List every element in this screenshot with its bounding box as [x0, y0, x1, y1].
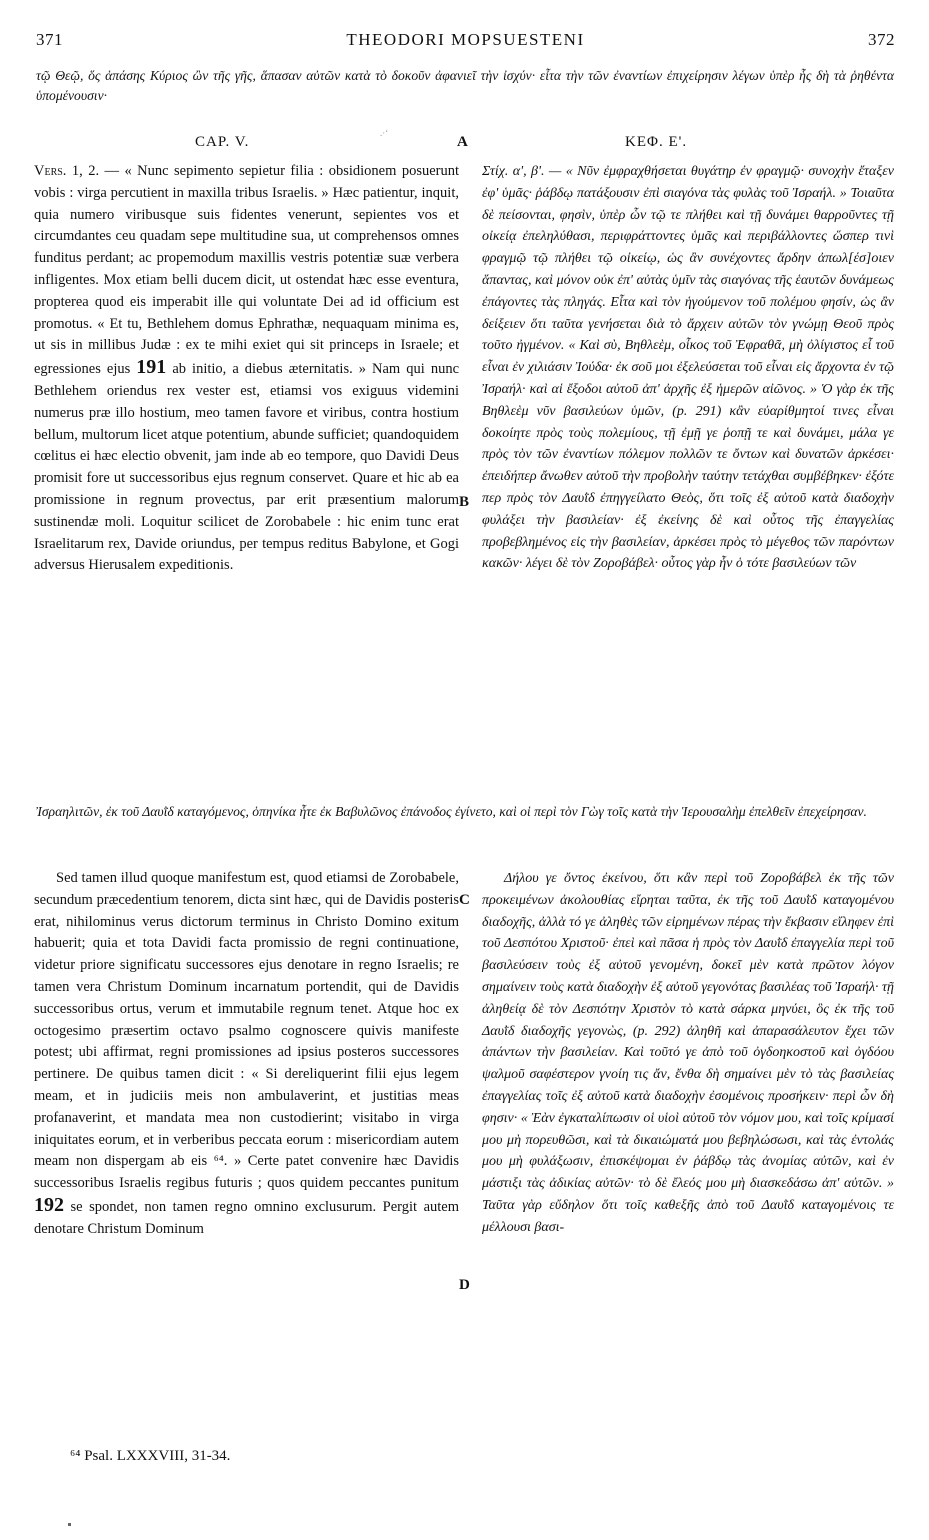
decorative-mark: .·ʻ [380, 128, 389, 138]
margin-marker-d: D [459, 1277, 470, 1293]
margin-marker-c: C [459, 892, 470, 908]
latin-paragraph-2 [34, 868, 459, 1241]
footnote: ⁶⁴ Psal. LXXXVIII, 31-34. [70, 1448, 231, 1464]
latin-text-part-a: — « Nunc sepimento sepietur filia : obsidionem posuerunt vobis : virga percutient in maxilla tribus Israelis. » Hæc patientur, inquit, quia numero viribusque suis fidentes venerunt, sepientes vos et circumdantes ceu quadam sepe multitudine sua, ut comprehensos omnes funditus perdant; ac propemodum maxillis vestris potentiæ suæ verbera infligentes. Mox etiam belli ducem dicit, ut ostendat hæc esse eventura, propterea quod eis imperabit ille qui voluntate Dei ad id officium est promotus. « Et tu, Bethlehem domus Ephrathæ, nequaquam minima es, ut sis in millibus Judæ : ex te mihi exiet qui sit princeps in Israele; et egressiones ejus [34, 163, 460, 378]
column-number-right: 372 [868, 30, 895, 49]
column-number-left: 371 [36, 30, 63, 49]
full-width-greek-continuation: Ἰσραηλιτῶν, ἐκ τοῦ Δαυῒδ καταγόμενος, ὁπηνίκα ἦτε ἐκ Βαβυλῶνος ἐπάνοδος ἐγίνετο, καὶ οἱ περὶ τὸν Γὼγ τοῖς κατὰ τὴν Ἱερουσαλὴμ ἐπελθεῖν ἐπεχείρησαν. [36, 804, 867, 819]
top-greek-text: τῷ Θεῷ, ὅς ἁπάσης Κύριος ὢν τῆς γῆς, ἅπασαν αὐτῶν κατὰ τὸ δοκοῦν ἀφανιεῖ τὴν ἰσχύν· εἶτα τὴν τῶν ἐναντίων ἐπιχείρησιν λέγων ὑπὲρ ἧς δὴ τὰ ῥηθέντα ὑπομένουσιν· [36, 68, 894, 104]
greek-paragraph-1: Στίχ. α', β'. — « Νῦν ἐμφραχθήσεται θυγάτηρ ἐν φραγμῷ· συνοχὴν ἔταξεν ἐφ' ὑμᾶς· ῥάβδῳ πατάξουσιν ἐπὶ σιαγόνα τὰς φυλὰς τοῦ Ἰσραήλ. » Τοιαῦτα δὲ πείσονται, φησὶν, ὑπὲρ ὧν τῷ τε πλήθει καὶ τῇ δυνάμει θαρροῦντες τῇ οἰκείᾳ ἐπεληλύθασι, περιφράττοντες ὑμᾶς καὶ περιβάλλοντες ὥσπερ τινὶ φραγμῷ τῷ πλήθει τῷ οἰκείῳ, ὡς ἂν συνέχοντες ἄρδην ἀπωλ[έσ]οιεν ἅπαντας, καὶ μόνον οὐκ ἐπ' αὐτὰς ὑμῖν τὰς σιαγόνας τῆς ἑαυτῶν δυνάμεως ἐπάγοντες τὰς πληγάς. Εἶτα καὶ τὸν ἡγούμενον τοῦ πολέμου φησίν, ὡς ἂν δείξειεν ὅτι ταῦτα γενήσεται διὰ τὸ ἄρχειν αὐτῶν τὸν γνώμῃ Θεοῦ πρὸς τοῦτο ἠγμένον. « Καὶ σὺ, Βηθλεὲμ, οἶκος τοῦ Ἐφραθᾶ, μὴ ὀλίγιστος εἶ τοῦ εἶναι ἐν χιλιάσιν Ἰούδα· ἐκ σοῦ μοι ἐξελεύσεται τοῦ εἶναι εἰς ἄρχοντα ἐν τῷ Ἰσραήλ· καὶ αἱ ἔξοδοι αὐτοῦ ἀπ' ἀρχῆς ἐξ ἡμερῶν αἰῶνος. » Ὁ γὰρ ἐκ τῆς Βηθλεὲμ νῦν βασιλεύων ὑμῶν, (p. 291) κἂν εὐαρίθμητοί τινες εἶναι δοκοίητε πρὸς τοὺς πολεμίους, τῇ ἐμῇ γε ῥοπῇ τε καὶ δυνάμει, μάλα γε πρὸς τὸν τῶν ἐναντίων πόλεμον πολλῶν τε ὄντων καὶ δυνατῶν ἀρκέσει· ἐπειδήπερ ἄνωθεν αὐτοῦ τὴν προβολὴν ταύτην τετάχθαι συμβέβηκεν· ἐξότε περ πρὸς τὸν Δαυῒδ ἐπηγγείλατο Θεὸς, ὅτι τοῖς ἐξ αὐτοῦ κατὰ διαδοχὴν φυλάξει τὴν βασιλείαν· ἐξ ἐκείνης δὲ καὶ οὗτος τῆς ἐπαγγελίας προβεβλημένος εἰς τὴν βασιλείαν, ἀρκέσει πρὸς τὸ μέγεθος τῶν παρόντων κακῶν· λέγει δὲ τὸν Ζοροβάβελ· οὗτος γὰρ ἦν ὁ τότε βασιλεύων τῶν [482, 164, 894, 572]
running-header [36, 30, 895, 54]
latin-text-part-d: se spondet, non tamen regno omnino exclusurum. Pergit autem denotare Christum Dominum [34, 1198, 459, 1237]
latin-text-part-c: Sed tamen illud quoque manifestum est, quod etiamsi de Zorobabele, secundum præcedentium tenorem, dicta sint hæc, qui de Davidis posteris erat, nihilominus verus dictorum terminus in Christo Domino exitum habuerit; quia et tota Davidi facta promissio de regni continuatione, videtur priore significatu successores ejus denotare in regno Israelis; re tamen vera Christum Dominum incarnatum portendit, qui de Davidis successoribus ortus, verum et immutabile regnum tenet. Atque hoc ex octogesimo præsertim octavo psalmo cognoscere quivis manifeste potest; ubi affirmat, regni promissiones ad ipsius posteros successores pertinere. De quibus tamen dicit : « Si dereliquerint filii ejus legem meam, et in judiciis meis non ambulaverint, et justitias meas profanaverint, et mandata mea non custodierint; visitabo in virga iniquitates eorum, et in verberibus peccata eorum : misericordiam autem meam non dispergam ab eis ⁶⁴. » Certe patet convenire hæc Davidis successoribus Israelis regibus futuris ; quos quidem peccantes punitum [34, 870, 459, 1192]
greek-column-section-1 [482, 161, 894, 575]
page-number-192: 192 [34, 1193, 64, 1216]
greek-column-section-2 [482, 868, 894, 1239]
running-title: THEODORI MOPSUESTENI [346, 30, 585, 49]
greek-chapter-heading: ΚΕΦ. Ε'. [625, 134, 688, 150]
greek-paragraph-2: Δήλου γε ὄντος ἐκείνου, ὅτι κἂν περὶ τοῦ Ζοροβάβελ ἐκ τῆς τῶν προκειμένων ἀκολουθίας εἴρηται ταῦτα, ἐκ τῆς τοῦ Δαυῒδ καταγομένου διαδοχῆς, ἀλλὰ τό γε ἀληθὲς τῶν εἰρημένων πέρας τὴν ἔκβασιν εἴληφεν ἐπὶ τοῦ Δεσπότου Χριστοῦ· ἐπεὶ καὶ πᾶσα ἡ πρὸς τὸν Δαυῒδ ἐπαγγελία περὶ τοῦ βασιλεύσειν τοὺς ἐξ αὐτοῦ γενομένη, δοκεῖ μὲν κατὰ πρῶτον λόγον σημαίνειν τοὺς κατὰ διαδοχὴν ἐξ αὐτοῦ γεγονότας βασιλέας τοῦ Ἰσραήλ· τῇ ἀληθείᾳ δὲ τὸν Δεσπότην Χριστὸν τὸ κατὰ σάρκα μηνύει, ὃς ἐκ τῆς τοῦ Δαυῒδ διαδοχῆς γεγονὼς, (p. 292) ἀληθῆ καὶ ἀπαρασάλευτον ἔχει τῶν ἁπάντων τὴν βασιλείαν. Καὶ τοῦτό γε ἀπὸ τοῦ ὀγδοηκοστοῦ καὶ ὀγδόου ψαλμοῦ σαφέστερον γνοίη τις ἄν, ἔνθα δὴ σημαίνει μὲν τὸ τὰς βασιλείας ἐπαγγελίας τοῖς ἐξ αὐτοῦ κατὰ διαδοχὴν ἐσομένοις προσήκειν· περὶ ὧν δὴ φησιν· « Ἐὰν ἐγκαταλίπωσιν οἱ υἱοὶ αὐτοῦ τὸν νόμον μου, καὶ τοῖς κρίμασί μου μὴ πορευθῶσι, καὶ τὰ δικαιώματά μου βεβηλώσωσι, καὶ τὰς ἐντολάς μου μὴ φυλάξωσιν, ἐπισκέψομαι ἐν ῥάβδῳ τὰς ἀνομίας αὐτῶν, καὶ ἐν μάστιξι τὰς ἀδικίας αὐτῶν· τὸ δὲ ἔλεός μου μὴ διασκεδάσω ἀπ' αὐτῶν. » Ταῦτα γὰρ εὔδηλον ὅτι τοῖς καθεξῆς ἀπὸ τοῦ Δαυῒδ καταγομένοις τε μέλλουσι βασι- [482, 871, 894, 1235]
latin-text-part-b: ab initio, a diebus æternitatis. » Nam qui nunc Bethlehem oriendus rex vester est, etiamsi vos exiguus videmini numerus præ illo hostium, meo tamen favore et viribus, contra hostium bellum, multorum licet atque potentium, abunde sufficiet; quandoquidem cœlitus ei hæc electio obvenit, jam inde ab eo tempore, quo Davidi Deus promisit fore ut successoribus ejus regnum conservet. Quare et hic ab ea promissione in regnum provectus, par erit præsentium malorum sustinendæ moli. Loquitur scilicet de Zorobabele : hic enim tunc erat Israelitarum rex, Davide oriundus, per tempus reditus Babylone, et Gogi adversus Hierusalem expeditionis. [34, 361, 460, 574]
page-number-191: 191 [136, 356, 167, 379]
latin-chapter-heading: CAP. V. [195, 134, 250, 150]
margin-marker-a: A [457, 134, 468, 150]
margin-marker-b: B [459, 494, 470, 510]
page-speck [68, 1523, 71, 1526]
latin-column-section-1 [34, 161, 459, 577]
latin-paragraph-1 [34, 161, 459, 577]
verse-reference: Vers. 1, 2. [34, 163, 100, 179]
latin-column-section-2 [34, 868, 459, 1241]
